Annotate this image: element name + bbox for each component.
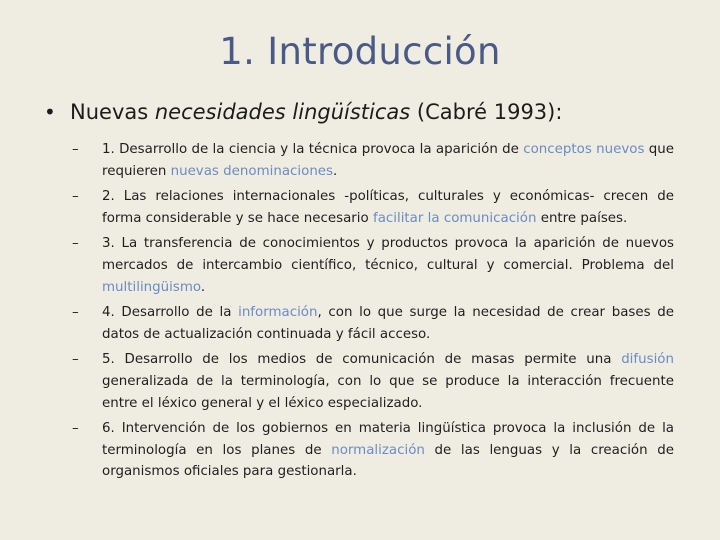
dash-icon: – (72, 305, 79, 321)
list-item (72, 233, 674, 298)
item-text-part: . (200, 279, 206, 295)
dash-icon: – (72, 236, 79, 252)
bullet-prefix: Nuevas (70, 100, 155, 124)
highlight-term: multilingüismo (102, 279, 201, 295)
highlight-term: facilitar la comunicación (372, 210, 537, 226)
slide-title: 1. Introducción (219, 30, 501, 73)
highlight-term: nuevas denominaciones (170, 163, 334, 179)
highlight-term: información (238, 305, 318, 321)
item-text-part: 1. Desarrollo de la ciencia y la técnica provoca la aparición de (102, 142, 524, 157)
item-text-part: generalizada de la terminología, con lo que se produce la interacción frecuente entre el léxico general y el léxico especializado. (102, 373, 674, 411)
bullet-dot-icon: • (44, 100, 56, 124)
item-text-part: que requieren (102, 142, 674, 179)
item-text-part: 6. Intervención de los gobiernos en materia lingüística provoca la inclusión de la terminología en los planes de (102, 421, 674, 458)
item-text-part: 4. Desarrollo de la (102, 305, 239, 321)
bullet-emphasis: necesidades lingüísticas (154, 100, 411, 124)
item-text-part: entre países. (536, 210, 628, 226)
highlight-term: normalización (331, 442, 425, 458)
list-item (72, 302, 674, 345)
dash-icon: – (72, 142, 79, 157)
list-item (72, 139, 674, 182)
list-item-text (102, 302, 674, 345)
item-text-part: . (333, 163, 338, 179)
bullet-suffix: (Cabré 1993): (410, 100, 563, 124)
highlight-term: difusión (621, 352, 674, 368)
highlight-term: conceptos nuevos (523, 142, 645, 157)
dash-icon: – (72, 421, 79, 437)
list-item-text (102, 233, 674, 298)
list-item (72, 186, 674, 229)
dash-icon: – (72, 352, 79, 368)
list-item-text (102, 139, 674, 182)
item-text-part: de las lenguas y la creación de organismos oficiales para gestionarla. (102, 442, 674, 480)
list-item-text (102, 186, 674, 229)
list-item-text (102, 418, 674, 483)
dash-icon: – (72, 189, 79, 205)
sub-bullet-list (72, 139, 674, 487)
list-item (72, 418, 674, 483)
item-text-part: 2. Las relaciones internacionales -políticas, culturales y económicas- crecen de forma considerable y se hace necesario (102, 189, 674, 226)
item-text-part: 5. Desarrollo de los medios de comunicación de masas permite una (102, 352, 622, 368)
list-item-text (102, 349, 674, 414)
list-item (72, 349, 674, 414)
item-text-part: 3. La transferencia de conocimientos y productos provoca la aparición de nuevos mercados de intercambio científico, técnico, cultural y comercial. Problema del (102, 236, 674, 273)
main-bullet (44, 100, 684, 124)
item-text-part: , con lo que surge la necesidad de crear bases de datos de actualización continuada y fácil acceso. (102, 305, 674, 342)
bullet-text (70, 100, 562, 124)
